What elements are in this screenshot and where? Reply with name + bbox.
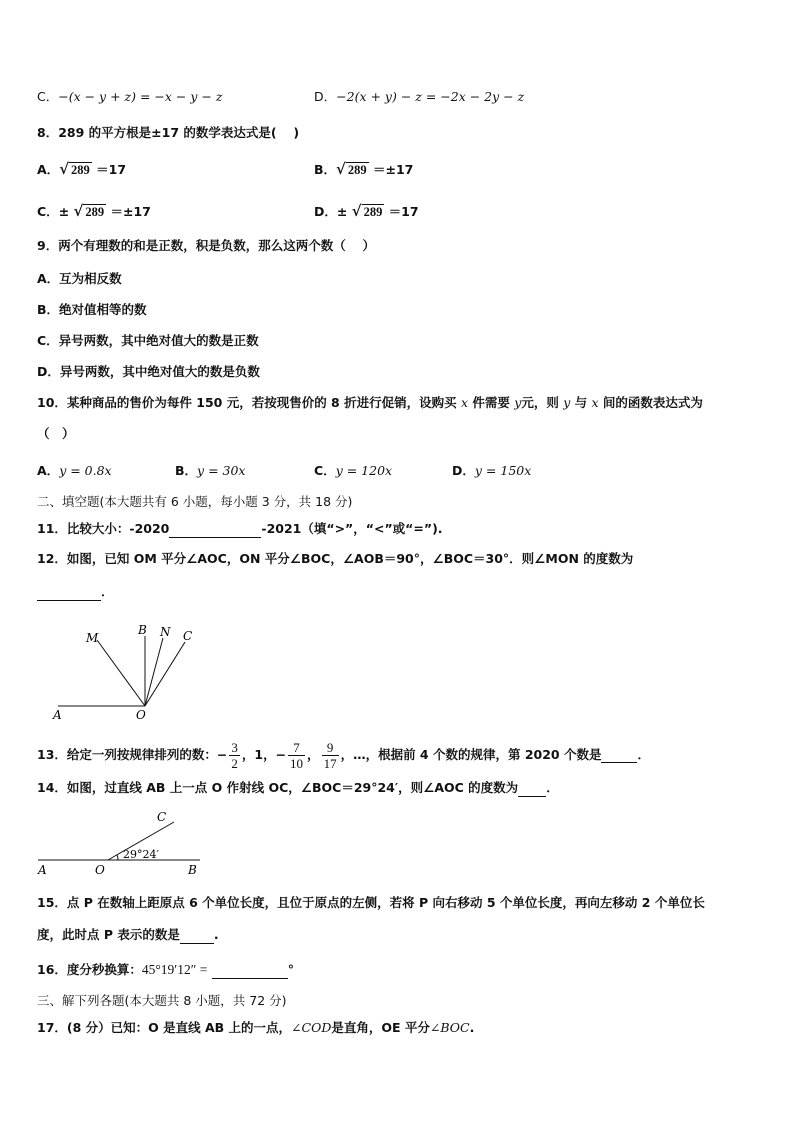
math-expr: y = 30x bbox=[197, 463, 246, 478]
q8-stem: 8．289 的平方根是±17 的数学表达式是( ) bbox=[37, 125, 300, 140]
q15-line2 bbox=[37, 926, 219, 944]
radicand: 289 bbox=[85, 205, 105, 219]
fraction bbox=[322, 740, 339, 771]
q12-text: ． bbox=[101, 584, 114, 599]
q17-text: 是直角，OE 平分 bbox=[331, 1020, 430, 1035]
label-c: C bbox=[183, 629, 193, 643]
fraction bbox=[288, 740, 305, 771]
math-expr: y = 0.8x bbox=[59, 463, 112, 478]
q12-stem: 12．如图，已知 OM 平分∠AOC，ON 平分∠BOC，∠AOB＝90°，∠BOC＝30°．则∠MON 的度数为 bbox=[37, 551, 634, 566]
q15-text: 度，此时点 P 表示的数是 bbox=[37, 927, 180, 942]
fraction bbox=[229, 740, 240, 771]
q13-text: ，1，− bbox=[241, 747, 287, 762]
q9-option-d: D．异号两数，其中绝对值大的数是负数 bbox=[37, 364, 260, 379]
option-label: D． bbox=[452, 463, 475, 478]
dms-expression: 45°19′12″ = bbox=[141, 962, 208, 977]
section-3-heading: 三、解下列各题(本大题共 8 小题，共 72 分) bbox=[37, 993, 287, 1008]
q13-text: 13．给定一列按规律排列的数：− bbox=[37, 747, 228, 762]
stem-text: 元，则 bbox=[521, 395, 559, 410]
numerator: 3 bbox=[231, 740, 238, 755]
option-label: B． bbox=[314, 162, 337, 177]
q13-text: ， bbox=[307, 747, 320, 762]
option-label: D． bbox=[314, 204, 337, 219]
option-label: A． bbox=[37, 463, 60, 478]
math-var: y bbox=[563, 395, 571, 410]
stem-text: 与 bbox=[574, 395, 588, 410]
angle-value-label: 29°24′ bbox=[123, 848, 159, 861]
label-b: B bbox=[138, 623, 147, 637]
label-b: B bbox=[188, 863, 197, 877]
math-var: x bbox=[460, 395, 469, 410]
math-expr: y = 150x bbox=[474, 463, 532, 478]
q17-text: . bbox=[469, 1020, 475, 1035]
q9-stem: 9．两个有理数的和是正数，积是负数，那么这两个数（ ） bbox=[37, 238, 376, 253]
math-var: x bbox=[591, 395, 599, 410]
label-a: A bbox=[53, 708, 62, 722]
radicand: 289 bbox=[71, 163, 90, 177]
section-2-heading: 二、填空题(本大题共有 6 小题，每小题 3 分，共 18 分) bbox=[37, 494, 353, 509]
option-prefix: ± bbox=[58, 204, 74, 219]
option-label: B． bbox=[175, 463, 198, 478]
math-expr: −(x − y + z) = −x − y − z bbox=[58, 89, 223, 104]
q15-line1: 15．点 P 在数轴上距原点 6 个单位长度，且位于原点的左侧，若将 P 向右移动 5 个单位长度，再向左移动 2 个单位长 bbox=[37, 895, 705, 910]
q14-stem bbox=[37, 779, 559, 797]
q16-text: 16．度分秒换算： bbox=[37, 962, 142, 977]
q13-text: ，…，根据前 4 个数的规律，第 2020 个数是 bbox=[340, 747, 602, 762]
sqrt-symbol: √ 289 bbox=[336, 160, 367, 178]
option-label: D． bbox=[314, 89, 337, 104]
label-o: O bbox=[95, 863, 105, 877]
ray-on bbox=[145, 638, 163, 706]
option-result: ＝17 bbox=[384, 204, 419, 219]
numerator: 7 bbox=[288, 740, 305, 756]
denominator: 2 bbox=[231, 756, 238, 771]
option-result: ＝±17 bbox=[368, 162, 414, 177]
q13-text: ． bbox=[637, 747, 650, 762]
radicand: 289 bbox=[347, 163, 367, 177]
ray-oc bbox=[145, 642, 185, 706]
stem-text: 件需要 bbox=[472, 395, 510, 410]
label-n: N bbox=[160, 625, 171, 639]
option-result: ＝17 bbox=[91, 162, 127, 177]
answer-blank bbox=[212, 964, 288, 979]
q9-option-a: A．互为相反数 bbox=[37, 271, 122, 286]
ray-om bbox=[97, 640, 145, 706]
sqrt-symbol: √ 289 bbox=[73, 202, 105, 220]
sqrt-symbol: √ 289 bbox=[351, 202, 383, 220]
option-prefix: ± bbox=[336, 204, 352, 219]
q15-text: . bbox=[213, 927, 219, 942]
stem-text: 间的函数表达式为 bbox=[602, 395, 703, 410]
radicand: 289 bbox=[363, 205, 383, 219]
option-result: ＝±17 bbox=[106, 204, 151, 219]
angle-boc: ∠BOC bbox=[429, 1020, 470, 1035]
q11-text: -2021（填“>”，“<”或“=”). bbox=[261, 521, 443, 536]
stem-text: 10．某种商品的售价为每件 150 元，若按现售价的 8 折进行促销，设购买 bbox=[37, 395, 457, 410]
q17-stem bbox=[37, 1019, 474, 1037]
label-m: M bbox=[86, 631, 99, 645]
q14-text: 14．如图，过直线 AB 上一点 O 作射线 OC，∠BOC＝29°24′，则∠AOC 的度数为 bbox=[37, 780, 519, 795]
option-label: C． bbox=[37, 204, 59, 219]
numerator: 9 bbox=[322, 740, 339, 756]
label-a: A bbox=[38, 863, 47, 877]
q13 bbox=[37, 738, 650, 772]
q17-text: 17．(8 分）已知：O 是直线 AB 上的一点， bbox=[37, 1020, 292, 1035]
math-expr: −2(x + y) − z = −2x − 2y − z bbox=[336, 89, 525, 104]
q9-option-b: B．绝对值相等的数 bbox=[37, 302, 147, 317]
denominator: 10 bbox=[290, 756, 304, 771]
answer-blank bbox=[518, 782, 546, 797]
q10-stem-line2: （ ） bbox=[37, 426, 75, 441]
q16-text: ° bbox=[287, 962, 294, 977]
label-c: C bbox=[157, 810, 167, 824]
q14-text: ． bbox=[546, 780, 559, 795]
sqrt-symbol: √ 289 bbox=[59, 160, 90, 178]
option-label: C． bbox=[37, 89, 59, 104]
label-o: O bbox=[136, 708, 146, 722]
answer-blank bbox=[180, 929, 214, 944]
option-label: A． bbox=[37, 162, 60, 177]
angle-cod: ∠COD bbox=[291, 1020, 332, 1035]
answer-blank bbox=[601, 748, 637, 763]
q11-text: 11．比较大小：-2020 bbox=[37, 521, 170, 536]
q9-option-c: C．异号两数，其中绝对值大的数是正数 bbox=[37, 333, 259, 348]
math-var: y bbox=[514, 395, 522, 410]
angle-arc bbox=[117, 855, 118, 860]
denominator: 17 bbox=[323, 756, 337, 771]
q16 bbox=[37, 961, 294, 979]
math-expr: y = 120x bbox=[335, 463, 393, 478]
option-label: C． bbox=[314, 463, 336, 478]
